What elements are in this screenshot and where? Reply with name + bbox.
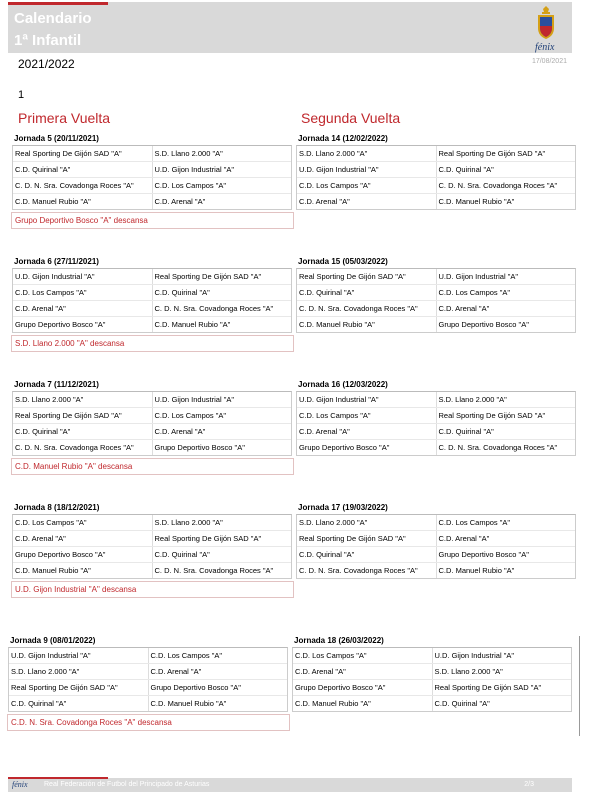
- home-team: C.D. Arenal "A": [13, 301, 153, 316]
- match-row: [297, 162, 575, 178]
- away-team: C. D. N. Sra. Covadonga Roces "A": [438, 181, 558, 190]
- footer-page: 2/3: [524, 781, 534, 788]
- matches-table: [12, 514, 292, 579]
- jornada-title: Jornada 7 (11/12/2021): [14, 380, 99, 389]
- away-team: C.D. Quirinal "A": [154, 288, 210, 297]
- away-team: U.D. Gijon Industrial "A": [434, 651, 515, 660]
- home-team: C.D. Quirinal "A": [13, 162, 153, 177]
- home-team: Real Sporting De Gijón SAD "A": [297, 269, 437, 284]
- match-row: [9, 696, 287, 711]
- home-team: C.D. Arenal "A": [13, 531, 153, 546]
- away-team: C.D. Quirinal "A": [438, 165, 494, 174]
- home-team: S.D. Llano 2.000 "A": [297, 515, 437, 530]
- footer-fenix-logo: fénix: [12, 780, 28, 789]
- matches-table: [296, 514, 576, 579]
- match-row: [297, 194, 575, 209]
- home-team: U.D. Gijon Industrial "A": [297, 392, 437, 407]
- match-row: [13, 178, 291, 194]
- home-team: C.D. Los Campos "A": [13, 285, 153, 300]
- jornada-block-right: [292, 634, 572, 712]
- away-team: C.D. Los Campos "A": [438, 518, 511, 527]
- matches-table: [12, 145, 292, 210]
- jornada-block-left: [12, 501, 292, 579]
- home-team: Grupo Deportivo Bosco "A": [297, 440, 437, 455]
- away-team: Real Sporting De Gijón SAD "A": [154, 534, 262, 543]
- footer-accent: [8, 777, 108, 779]
- away-team: C.D. Manuel Rubio "A": [150, 699, 227, 708]
- jornada-block-left: [12, 255, 292, 333]
- away-team: U.D. Gijon Industrial "A": [438, 272, 519, 281]
- matches-table: [296, 268, 576, 333]
- resting-team-note: Grupo Deportivo Bosco "A" descansa: [11, 212, 294, 229]
- matches-table: [12, 268, 292, 333]
- away-team: Real Sporting De Gijón SAD "A": [434, 683, 542, 692]
- away-team: C.D. Los Campos "A": [150, 651, 223, 660]
- home-team: S.D. Llano 2.000 "A": [9, 664, 149, 679]
- away-team: C.D. Los Campos "A": [154, 411, 227, 420]
- match-row: [13, 392, 291, 408]
- match-row: [13, 285, 291, 301]
- match-row: [297, 547, 575, 563]
- federation-crest-icon: [536, 6, 556, 40]
- match-row: [297, 269, 575, 285]
- match-row: [13, 440, 291, 455]
- jornada-title: Jornada 5 (20/11/2021): [14, 134, 99, 143]
- jornada-block-left: [8, 634, 288, 712]
- match-row: [293, 648, 571, 664]
- match-row: [297, 424, 575, 440]
- match-row: [13, 408, 291, 424]
- away-team: C. D. N. Sra. Covadonga Roces "A": [154, 304, 274, 313]
- match-row: [297, 408, 575, 424]
- home-team: C.D. Los Campos "A": [13, 515, 153, 530]
- away-team: C.D. Arenal "A": [154, 427, 206, 436]
- resting-team-note: C.D. Manuel Rubio "A" descansa: [11, 458, 294, 475]
- match-row: [297, 515, 575, 531]
- match-row: [297, 317, 575, 332]
- matches-table: [8, 647, 288, 712]
- doc-subtitle: 1ª Infantil: [14, 32, 82, 49]
- match-row: [297, 440, 575, 455]
- away-team: Grupo Deportivo Bosco "A": [150, 683, 241, 692]
- match-row: [13, 547, 291, 563]
- away-team: C.D. Manuel Rubio "A": [154, 320, 231, 329]
- match-row: [297, 301, 575, 317]
- match-row: [297, 178, 575, 194]
- jornada-block-right: [296, 132, 576, 210]
- match-row: [9, 648, 287, 664]
- jornada-block-right: [296, 501, 576, 579]
- home-team: Grupo Deportivo Bosco "A": [13, 317, 153, 332]
- home-team: C.D. Manuel Rubio "A": [13, 563, 153, 578]
- away-team: S.D. Llano 2.000 "A": [154, 149, 223, 158]
- away-team: C.D. Manuel Rubio "A": [438, 197, 515, 206]
- jornada-title: Jornada 9 (08/01/2022): [10, 636, 96, 645]
- away-team: C.D. Quirinal "A": [154, 550, 210, 559]
- match-row: [13, 194, 291, 209]
- match-row: [13, 162, 291, 178]
- match-row: [293, 696, 571, 711]
- away-team: C.D. Los Campos "A": [438, 288, 511, 297]
- matches-table: [296, 145, 576, 210]
- home-team: C.D. Arenal "A": [297, 424, 437, 439]
- home-team: S.D. Llano 2.000 "A": [297, 146, 437, 161]
- match-row: [9, 664, 287, 680]
- away-team: U.D. Gijon Industrial "A": [154, 165, 235, 174]
- away-team: Grupo Deportivo Bosco "A": [154, 443, 245, 452]
- home-team: Real Sporting De Gijón SAD "A": [297, 531, 437, 546]
- match-row: [293, 664, 571, 680]
- home-team: C.D. Manuel Rubio "A": [13, 194, 153, 209]
- jornada-title: Jornada 17 (19/03/2022): [298, 503, 388, 512]
- home-team: C.D. Quirinal "A": [297, 547, 437, 562]
- match-row: [293, 680, 571, 696]
- season-label: 2021/2022: [18, 57, 75, 71]
- matches-table: [292, 647, 572, 712]
- match-row: [13, 317, 291, 332]
- page-number: 1: [18, 89, 25, 101]
- home-team: C.D. Arenal "A": [293, 664, 433, 679]
- jornada-title: Jornada 16 (12/03/2022): [298, 380, 388, 389]
- margin-line: [579, 636, 580, 736]
- match-row: [297, 563, 575, 578]
- primera-vuelta-heading: Primera Vuelta: [18, 110, 111, 126]
- away-team: Real Sporting De Gijón SAD "A": [154, 272, 262, 281]
- home-team: C. D. N. Sra. Covadonga Roces "A": [13, 178, 153, 193]
- home-team: C.D. Manuel Rubio "A": [293, 696, 433, 711]
- away-team: C. D. N. Sra. Covadonga Roces "A": [438, 443, 558, 452]
- home-team: Real Sporting De Gijón SAD "A": [13, 408, 153, 423]
- jornada-block-left: [12, 378, 292, 456]
- match-row: [297, 531, 575, 547]
- print-date: 17/08/2021: [531, 58, 567, 65]
- home-team: S.D. Llano 2.000 "A": [13, 392, 153, 407]
- away-team: S.D. Llano 2.000 "A": [438, 395, 507, 404]
- away-team: C. D. N. Sra. Covadonga Roces "A": [154, 566, 274, 575]
- fenix-logo: fénix: [535, 42, 555, 53]
- home-team: C.D. Los Campos "A": [297, 178, 437, 193]
- away-team: Grupo Deportivo Bosco "A": [438, 550, 529, 559]
- match-row: [13, 531, 291, 547]
- away-team: C.D. Arenal "A": [154, 197, 206, 206]
- away-team: U.D. Gijon Industrial "A": [154, 395, 235, 404]
- away-team: Grupo Deportivo Bosco "A": [438, 320, 529, 329]
- away-team: C.D. Arenal "A": [438, 534, 490, 543]
- away-team: C.D. Arenal "A": [150, 667, 202, 676]
- header-bar: [8, 2, 572, 53]
- home-team: C.D. Manuel Rubio "A": [297, 317, 437, 332]
- match-row: [297, 285, 575, 301]
- resting-team-note: C.D. N. Sra. Covadonga Roces "A" descansa: [7, 714, 290, 731]
- matches-table: [296, 391, 576, 456]
- home-team: C.D. Arenal "A": [297, 194, 437, 209]
- resting-team-note: S.D. Llano 2.000 "A" descansa: [11, 335, 294, 352]
- jornada-title: Jornada 8 (18/12/2021): [14, 503, 100, 512]
- home-team: U.D. Gijon Industrial "A": [9, 648, 149, 663]
- match-row: [13, 424, 291, 440]
- match-row: [9, 680, 287, 696]
- away-team: C.D. Manuel Rubio "A": [438, 566, 515, 575]
- jornada-block-right: [296, 378, 576, 456]
- jornada-block-right: [296, 255, 576, 333]
- away-team: C.D. Los Campos "A": [154, 181, 227, 190]
- segunda-vuelta-heading: Segunda Vuelta: [301, 110, 401, 126]
- match-row: [13, 563, 291, 578]
- away-team: C.D. Quirinal "A": [434, 699, 490, 708]
- match-row: [13, 301, 291, 317]
- away-team: C.D. Quirinal "A": [438, 427, 494, 436]
- match-row: [13, 269, 291, 285]
- jornada-block-left: [12, 132, 292, 210]
- home-team: Grupo Deportivo Bosco "A": [13, 547, 153, 562]
- jornada-title: Jornada 6 (27/11/2021): [14, 257, 99, 266]
- home-team: C.D. Los Campos "A": [297, 408, 437, 423]
- away-team: S.D. Llano 2.000 "A": [434, 667, 503, 676]
- jornada-title: Jornada 14 (12/02/2022): [298, 134, 388, 143]
- home-team: Real Sporting De Gijón SAD "A": [9, 680, 149, 695]
- home-team: C. D. N. Sra. Covadonga Roces "A": [297, 301, 437, 316]
- home-team: C.D. Los Campos "A": [293, 648, 433, 663]
- home-team: C.D. Quirinal "A": [9, 696, 149, 711]
- match-row: [13, 515, 291, 531]
- jornada-title: Jornada 18 (26/03/2022): [294, 636, 384, 645]
- matches-table: [12, 391, 292, 456]
- home-team: U.D. Gijon Industrial "A": [297, 162, 437, 177]
- away-team: Real Sporting De Gijón SAD "A": [438, 411, 546, 420]
- jornada-title: Jornada 15 (05/03/2022): [298, 257, 388, 266]
- footer-bar: [8, 778, 572, 792]
- match-row: [13, 146, 291, 162]
- away-team: C.D. Arenal "A": [438, 304, 490, 313]
- home-team: C.D. Quirinal "A": [13, 424, 153, 439]
- home-team: Grupo Deportivo Bosco "A": [293, 680, 433, 695]
- footer-organization: Real Federación de Futbol del Principado de Asturias: [44, 781, 210, 788]
- header-accent: [8, 2, 108, 5]
- resting-team-note: U.D. Gijon Industrial "A" descansa: [11, 581, 294, 598]
- away-team: S.D. Llano 2.000 "A": [154, 518, 223, 527]
- match-row: [297, 392, 575, 408]
- home-team: U.D. Gijon Industrial "A": [13, 269, 153, 284]
- home-team: C. D. N. Sra. Covadonga Roces "A": [297, 563, 437, 578]
- away-team: Real Sporting De Gijón SAD "A": [438, 149, 546, 158]
- home-team: C. D. N. Sra. Covadonga Roces "A": [13, 440, 153, 455]
- home-team: C.D. Quirinal "A": [297, 285, 437, 300]
- match-row: [297, 146, 575, 162]
- doc-title: Calendario: [14, 10, 92, 27]
- home-team: Real Sporting De Gijón SAD "A": [13, 146, 153, 161]
